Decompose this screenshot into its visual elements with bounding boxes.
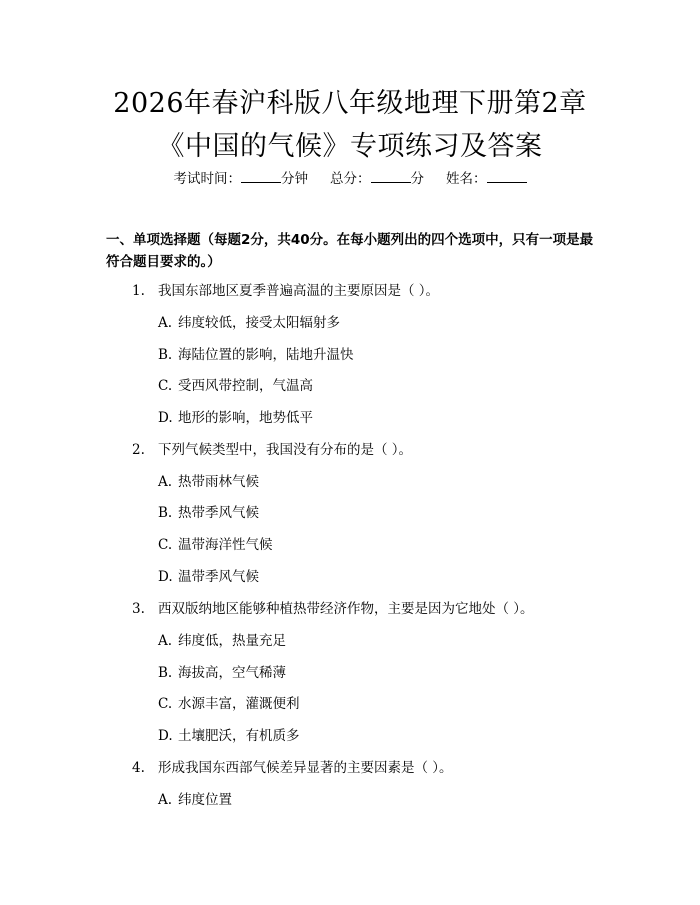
option-letter: B.: [158, 505, 173, 521]
question-text: 形成我国东西部气候差异显著的主要因素是（ ）。: [158, 760, 453, 776]
question-3: [132, 600, 534, 618]
total-score-label: 总分：: [330, 171, 371, 187]
question-3-option-d: [158, 727, 300, 745]
option-letter: A.: [158, 474, 173, 490]
total-score-unit: 分: [410, 171, 424, 187]
question-number: 1.: [132, 283, 145, 299]
question-1: [132, 282, 439, 300]
option-text: 热带雨林气候: [178, 474, 259, 490]
question-text: 我国东部地区夏季普遍高温的主要原因是（ ）。: [158, 283, 440, 299]
exam-info-line: [0, 170, 700, 188]
name-label: 姓名：: [446, 171, 487, 187]
question-2-option-a: [158, 473, 259, 491]
exam-time-unit: 分钟: [281, 171, 308, 187]
option-letter: C.: [158, 378, 173, 394]
option-text: 受西风带控制，气温高: [178, 378, 313, 394]
option-text: 纬度位置: [178, 792, 232, 808]
question-4: [132, 759, 453, 777]
question-3-option-c: [158, 695, 300, 713]
section-heading: 一、单项选择题（每题2分，共40分。在每小题列出的四个选项中，只有一项是最符合题目要求的。）: [106, 232, 594, 270]
option-text: 海陆位置的影响，陆地升温快: [178, 347, 354, 363]
question-4-option-a: [158, 791, 232, 809]
option-text: 温带季风气候: [178, 569, 259, 585]
question-number: 2.: [132, 442, 145, 458]
option-letter: C.: [158, 537, 173, 553]
question-1-option-b: [158, 346, 354, 364]
option-text: 纬度较低，接受太阳辐射多: [178, 315, 340, 331]
option-letter: D.: [158, 410, 173, 426]
question-2-option-c: [158, 536, 273, 554]
question-text: 西双版纳地区能够种植热带经济作物，主要是因为它地处（ ）。: [158, 601, 534, 617]
question-2: [132, 441, 412, 459]
option-letter: B.: [158, 665, 173, 681]
name-blank: [487, 170, 527, 183]
option-text: 地形的影响，地势低平: [178, 410, 313, 426]
question-1-option-c: [158, 377, 313, 395]
option-text: 海拔高，空气稀薄: [178, 665, 286, 681]
question-text: 下列气候类型中，我国没有分布的是（ ）。: [158, 442, 413, 458]
question-3-option-a: [158, 632, 286, 650]
option-text: 温带海洋性气候: [178, 537, 273, 553]
exam-time-blank: [241, 170, 281, 183]
option-text: 纬度低，热量充足: [178, 633, 286, 649]
question-1-option-d: [158, 409, 313, 427]
option-text: 水源丰富，灌溉便利: [178, 696, 300, 712]
option-letter: D.: [158, 728, 173, 744]
option-letter: A.: [158, 633, 173, 649]
option-text: 热带季风气候: [178, 505, 259, 521]
option-letter: D.: [158, 569, 173, 585]
option-text: 土壤肥沃，有机质多: [178, 728, 300, 744]
option-letter: A.: [158, 315, 173, 331]
question-2-option-d: [158, 568, 259, 586]
option-letter: C.: [158, 696, 173, 712]
exam-time-label: 考试时间：: [173, 171, 241, 187]
option-letter: A.: [158, 792, 173, 808]
question-number: 3.: [132, 601, 145, 617]
question-2-option-b: [158, 504, 259, 522]
question-3-option-b: [158, 664, 286, 682]
total-score-blank: [371, 170, 411, 183]
option-letter: B.: [158, 347, 173, 363]
question-1-option-a: [158, 314, 340, 332]
question-number: 4.: [132, 760, 145, 776]
document-title: 2026年春沪科版八年级地理下册第2章《中国的气候》专项练习及答案: [113, 88, 587, 162]
